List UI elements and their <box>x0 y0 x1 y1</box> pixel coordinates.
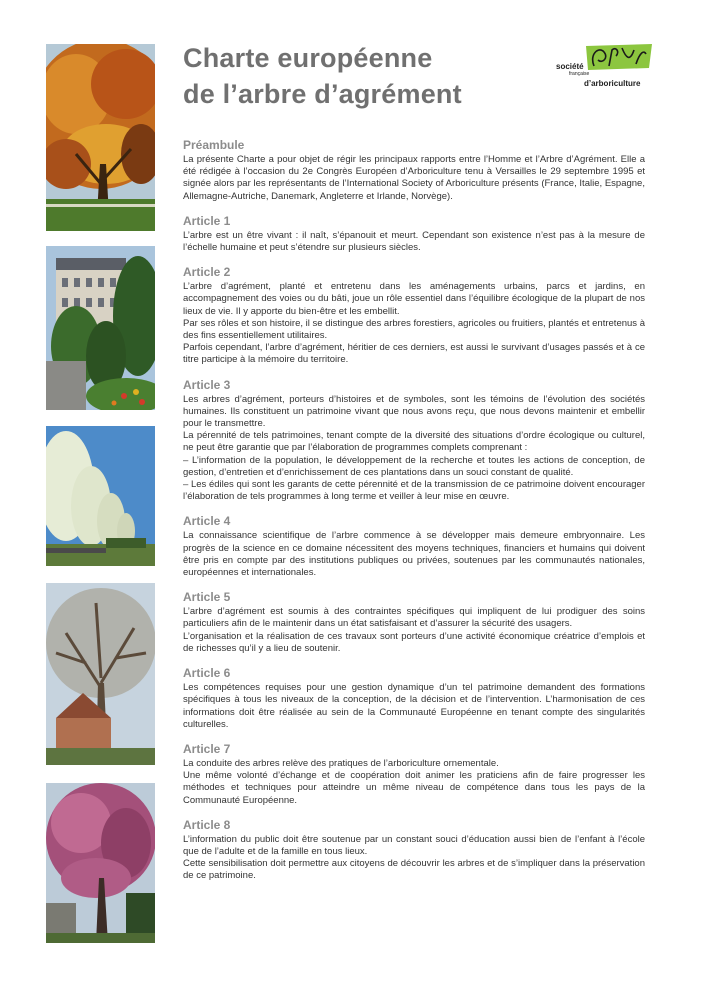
photo-avenue-buildings <box>46 246 155 410</box>
section-article-4 <box>183 514 645 579</box>
section-article-2 <box>183 265 645 366</box>
section-paragraph: Les arbres d’agrément, porteurs d’histoires et de symboles, sont les témoins de l’évolution des sociétés humaines. Ils constituent un patrimoine vivant que nous avons reçu, que nous devons maintenir et embellir pour le transmettre. <box>183 393 645 430</box>
section-heading: Article 2 <box>183 265 231 280</box>
section-paragraph: Les compétences requises pour une gestion dynamique d’un tel patrimoine demandent des formations spécifiques à tous les niveaux de la conception, de la décision et de l’intervention. L’harmonisation de ces informations doit être réalisée au sein de la Communauté Européenne en tenant compte des singularités culturelles. <box>183 682 645 730</box>
section-article-1 <box>183 214 645 254</box>
section-paragraph: La connaissance scientifique de l’arbre commence à se développer mais demeure embryonnaire. Les progrès de la science en ce domaine nécessitent des moyens techniques, financiers et humains qui doivent être pris en compte par des institutions publiques ou privées, soutenues par les communautés nationales, européennes et internationales. <box>183 530 645 579</box>
section-paragraph: Cette sensibilisation doit permettre aux citoyens de découvrir les arbres et de s’impliquer dans la préservation de ce patrimoine. <box>183 858 645 882</box>
section-paragraph: La conduite des arbres relève des pratiques de l’arboriculture ornementale. <box>183 757 499 769</box>
title-line-2: de l’arbre d’agrément <box>183 79 462 109</box>
section-paragraph: Par ses rôles et son histoire, il se distingue des arbres forestiers, agricoles ou fruitiers, plantés et entretenus à des fins essentiellement utilitaires. <box>183 317 645 342</box>
section-paragraph: L’organisation et la réalisation de ces travaux sont porteurs d’une activité économique créatrice d’emplois et de richesses qu’il y a lieu de soutenir. <box>183 630 645 654</box>
section-paragraph: – L’information de la population, le développement de la recherche et toutes les actions de conception, de gestion, d’entretien et d’enrichissement de ces plantations dans un souci constant de qualité. <box>183 454 645 478</box>
photo-pink-tree <box>46 783 155 943</box>
section-paragraph: L’information du public doit être soutenue par un constant souci d’éducation aussi bien de l’enfant à l’école que de l’adulte et de la famille en tous lieux. <box>183 833 645 857</box>
section-paragraph: La présente Charte a pour objet de régir les principaux rapports entre l’Homme et l’Arbre d’Agrément. Elle a été rédigée à l’occasion du 2e Congrès Européen d’Arboriculture tenu à Versailles le 29 septembre 1995 et signée alors par les représentants de l’International Society of Arboriculture présents (France, Italie, Espagne, Allemagne-Autriche, Danemark, Angleterre et Irlande, Norvège). <box>183 154 645 202</box>
logo-word-societe: société <box>556 62 584 71</box>
section-heading: Article 8 <box>183 817 231 832</box>
photo-blossom-avenue <box>46 426 155 566</box>
title-line-1: Charte européenne <box>183 43 433 73</box>
section-article-3 <box>183 378 645 504</box>
section-paragraph: L’arbre d’agrément, planté et entretenu dans les aménagements urbains, parcs et jardins, en accompagnement des voies ou du bâti, joue un rôle essentiel dans l’équilibre écologique de la plupart de nos lieux de vie. Il y apporte du bien-être et les embellit. <box>183 281 645 317</box>
section-heading: Article 5 <box>183 590 231 605</box>
charter-content <box>183 138 645 894</box>
section-article-6 <box>183 666 645 731</box>
sfa-logo <box>554 44 654 90</box>
section-heading: Préambule <box>183 138 245 152</box>
section-paragraph: Parfois cependant, l’arbre d’agrément, héritier de ces derniers, est aussi le survivant d’usages passés et à ce titre participe à la mémoire du territoire. <box>183 342 645 366</box>
section-paragraph: L’arbre est un être vivant : il naît, s’épanouit et meurt. Cependant son existence n’est pas à la mesure de l’échelle humaine et peut s’étendre sur plusieurs siècles. <box>183 229 645 254</box>
section-paragraph: La pérennité de tels patrimoines, tenant compte de la diversité des situations d’ordre écologique ou culturel, ne peut être garantie que par l’élaboration de programmes complets comprenant : <box>183 430 645 454</box>
section-paragraph: Une même volonté d’échange et de coopération doit animer les praticiens afin de faire progresser les méthodes et techniques pour atteindre un même niveau de compétence dans tous les pays de la Communauté Européenne. <box>183 770 645 806</box>
page-title <box>183 40 462 112</box>
photo-autumn-tree <box>46 44 155 231</box>
section-paragraph: – Les édiles qui sont les garants de cette pérennité et de la transmission de ce patrimoine doivent encourager l’élaboration de tels programmes à long terme et veiller à leur mise en œuvre. <box>183 479 645 503</box>
section-article-8 <box>183 818 645 883</box>
section-heading: Article 7 <box>183 741 231 756</box>
section-heading: Article 6 <box>183 666 231 681</box>
logo-word-francaise: française <box>569 71 590 77</box>
section-article-5 <box>183 590 645 655</box>
logo-word-arboriculture: d’arboriculture <box>584 79 641 88</box>
section-heading: Article 3 <box>183 377 231 392</box>
section-heading: Article 4 <box>183 514 231 529</box>
section-heading: Article 1 <box>183 213 231 228</box>
section-article-7 <box>183 742 645 807</box>
section-paragraph: L’arbre d’agrément est soumis à des contraintes spécifiques qui impliquent de lui prodiguer des soins particuliers afin de le maintenir dans un état satisfaisant et d’assurer la sécurité des usagers. <box>183 606 645 630</box>
photo-bare-tree <box>46 583 155 765</box>
section-preambule <box>183 138 645 203</box>
